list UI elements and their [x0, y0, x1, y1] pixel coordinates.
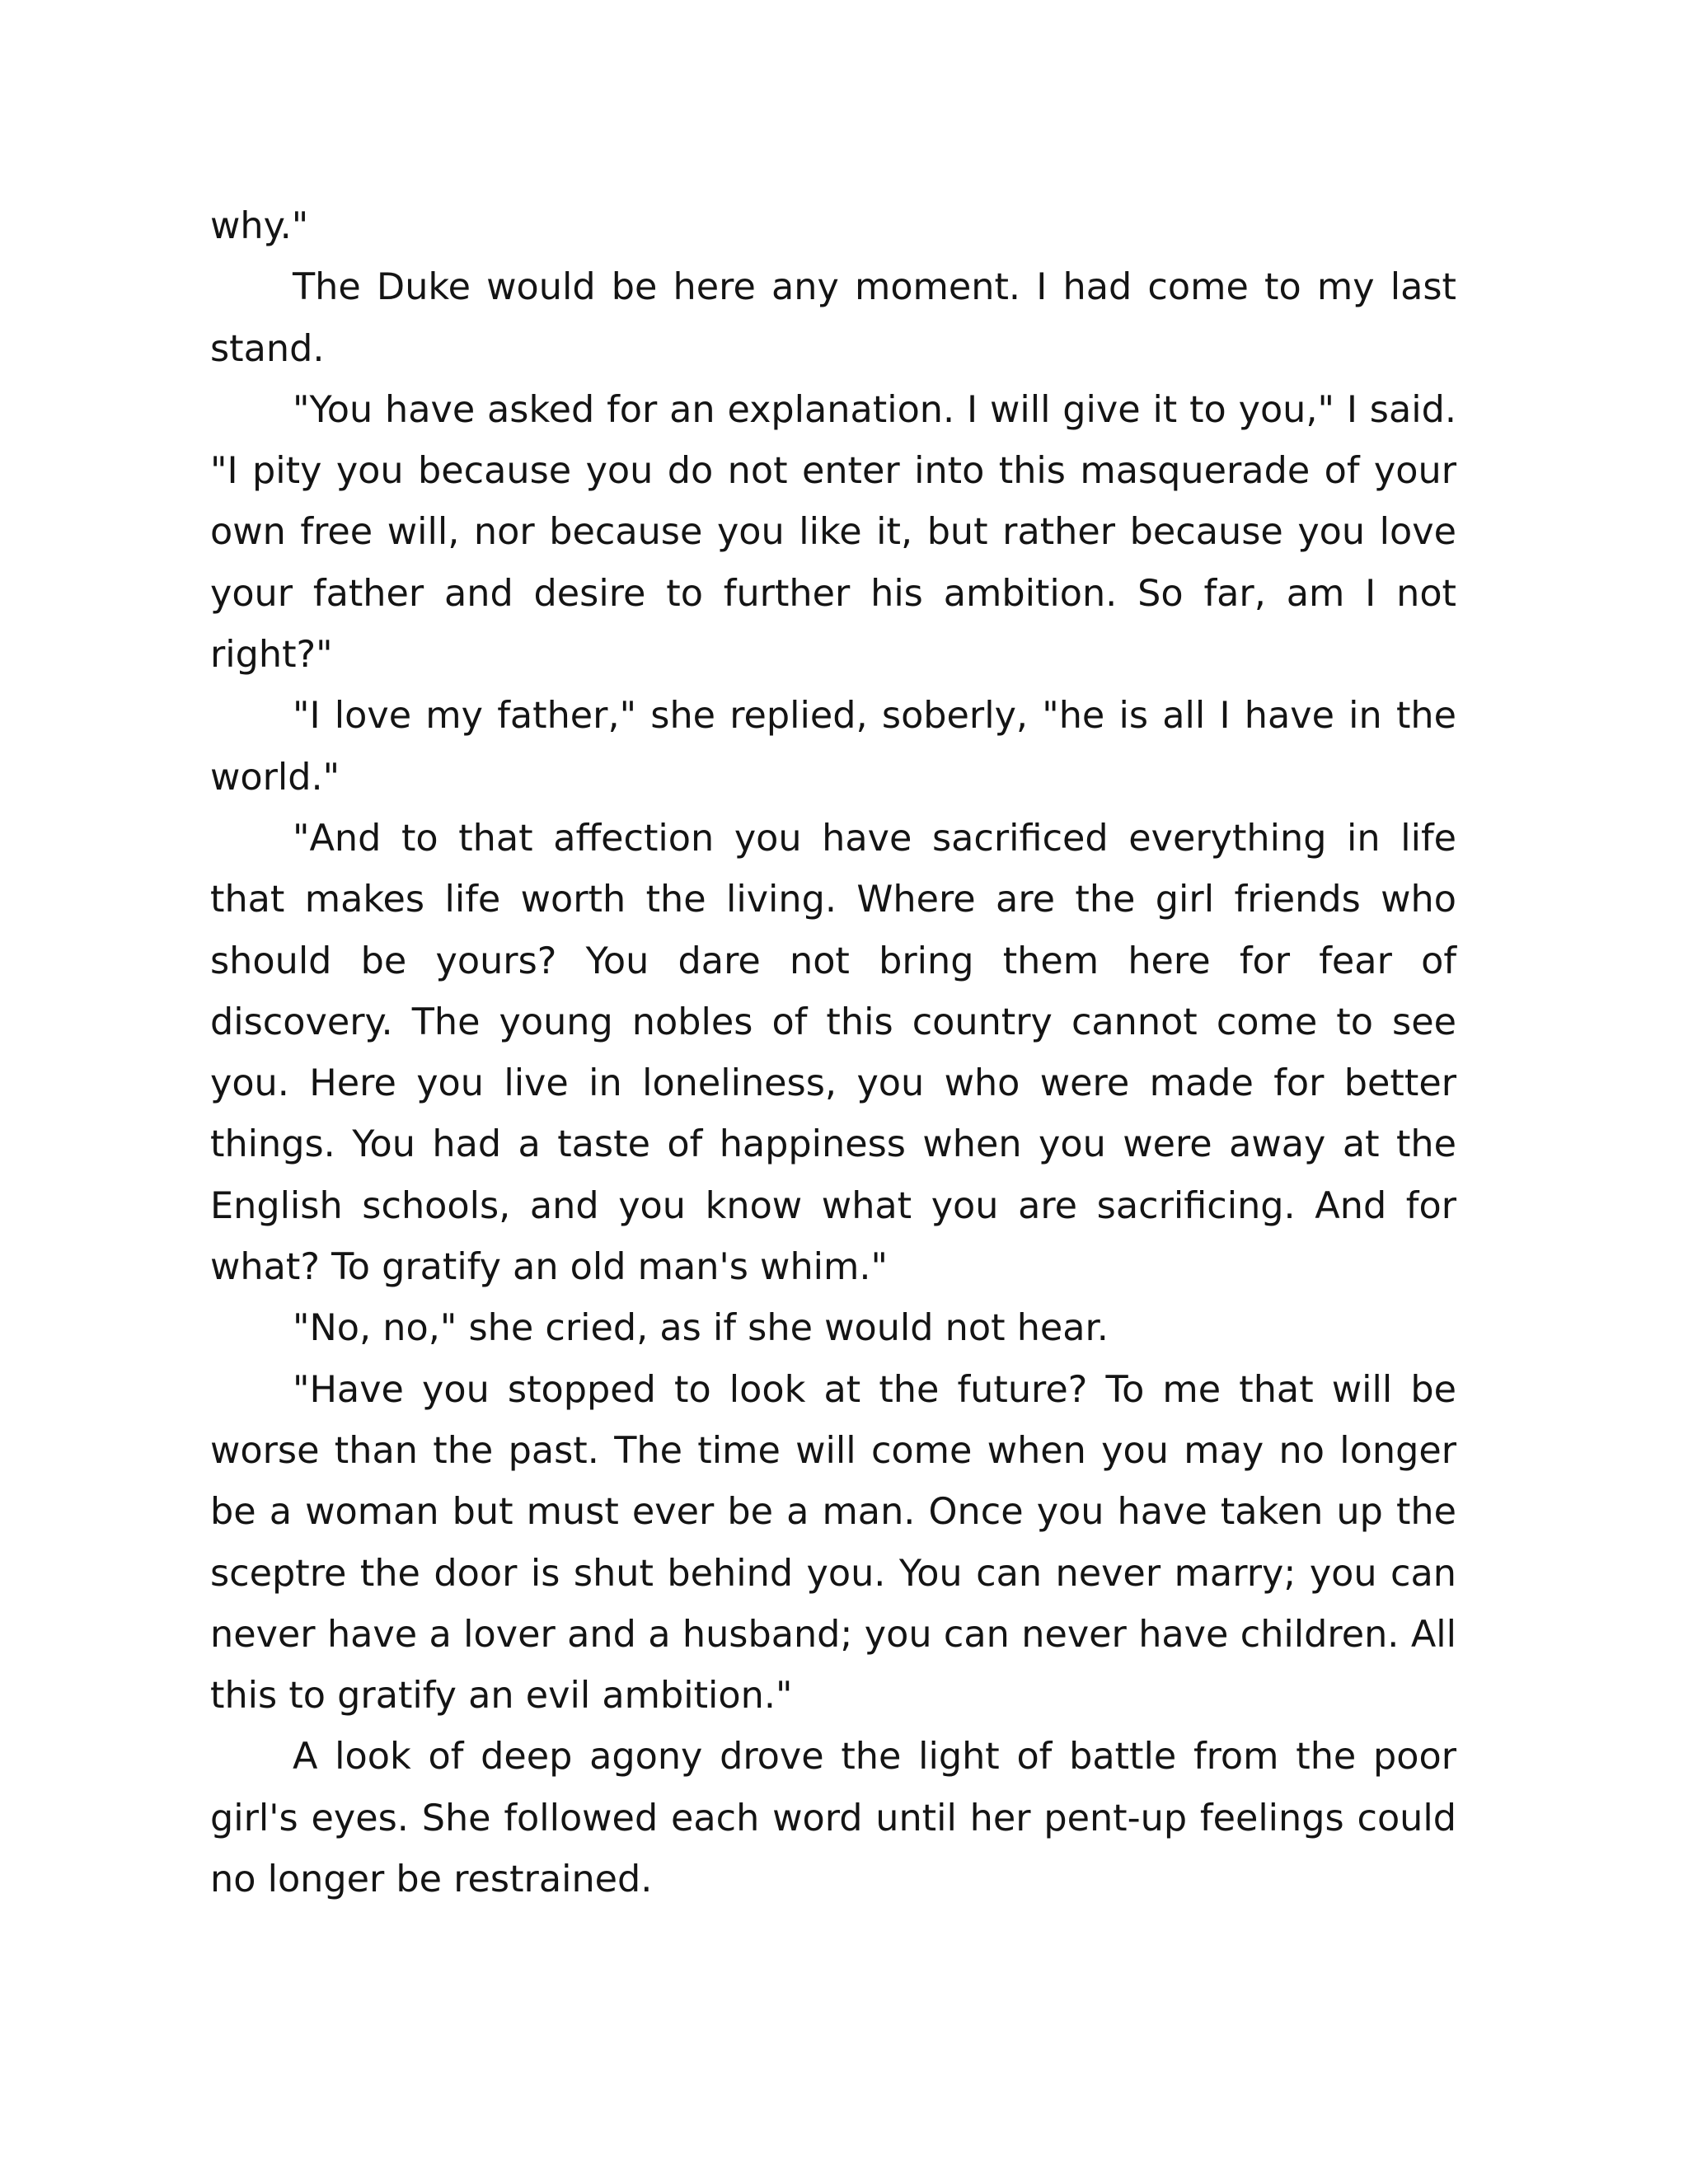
- paragraph: "I love my father," she replied, soberly, "he is all I have in the world.": [210, 695, 1456, 799]
- paragraph: The Duke would be here any moment. I had come to my last stand.: [210, 266, 1456, 370]
- paragraph: "No, no," she cried, as if she would not hear.: [293, 1307, 1109, 1350]
- paragraph: "And to that affection you have sacrificed everything in life that makes life worth the living. Where are the girl friends who should be yours? You dare not bring them here for fear of discovery. The young nobles of this country cannot come to see you. Here you live in loneliness, you who were made for better things. You had a taste of happiness when you were away at the English schools, and you know what you are sacrificing. And for what? To gratify an old man's whim.": [210, 817, 1456, 1289]
- body-text: [210, 196, 1456, 1910]
- paragraph-continued: why.": [210, 205, 309, 247]
- paragraph: A look of deep agony drove the light of battle from the poor girl's eyes. She followed each word until her pent-up feelings could no longer be restrained.: [210, 1736, 1456, 1901]
- paragraph: "Have you stopped to look at the future? To me that will be worse than the past. The time will come when you may no longer be a woman but must ever be a man. Once you have taken up the sceptre the door is shut behind you. You can never marry; you can never have a lover and a husband; you can never have children. All this to gratify an evil ambition.": [210, 1368, 1456, 1718]
- paragraph: "You have asked for an explanation. I will give it to you," I said. "I pity you because you do not enter into this masquerade of your own free will, nor because you like it, but rather because you love your father and desire to further his ambition. So far, am I not right?": [210, 388, 1456, 677]
